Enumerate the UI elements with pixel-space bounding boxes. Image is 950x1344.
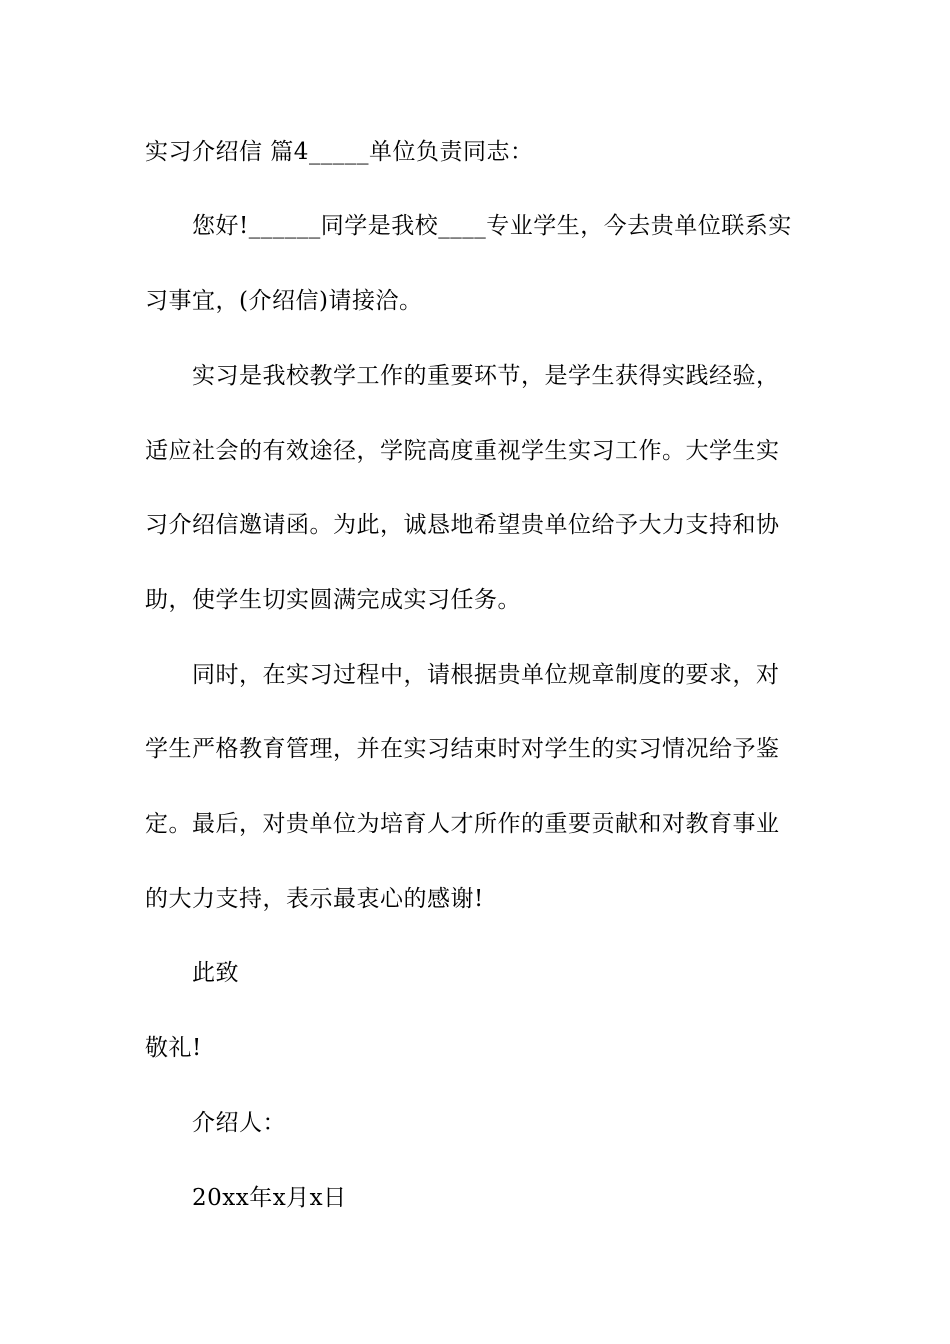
introducer-label: 介绍人：: [192, 1110, 286, 1136]
document-heading: 实习介绍信 篇4_____单位负责同志：: [145, 139, 534, 165]
paragraph-3-line-4: 的大力支持，表示最衷心的感谢!: [145, 886, 484, 912]
paragraph-2-line-4: 助，使学生切实圆满完成实习任务。: [145, 587, 521, 613]
paragraph-3-line-2: 学生严格教育管理，并在实习结束时对学生的实习情况给予鉴: [145, 736, 780, 762]
paragraph-2-line-1: 实习是我校教学工作的重要环节，是学生获得实践经验，: [192, 363, 780, 389]
paragraph-3-line-3: 定。最后，对贵单位为培育人才所作的重要贡献和对教育事业: [145, 811, 780, 837]
paragraph-3-line-1: 同时，在实习过程中，请根据贵单位规章制度的要求，对: [192, 662, 780, 688]
paragraph-2-line-3: 习介绍信邀请函。为此，诚恳地希望贵单位给予大力支持和协: [145, 512, 780, 538]
paragraph-1-line-2: 习事宜，(介绍信)请接洽。: [145, 288, 423, 314]
paragraph-1-line-1: 您好!______同学是我校____专业学生，今去贵单位联系实: [192, 213, 792, 239]
paragraph-2-line-2: 适应社会的有效途径，学院高度重视学生实习工作。大学生实: [145, 438, 780, 464]
closing-regards: 敬礼!: [145, 1035, 202, 1061]
closing-salutation: 此致: [192, 960, 239, 986]
document-date: 20xx年x月x日: [192, 1185, 347, 1211]
